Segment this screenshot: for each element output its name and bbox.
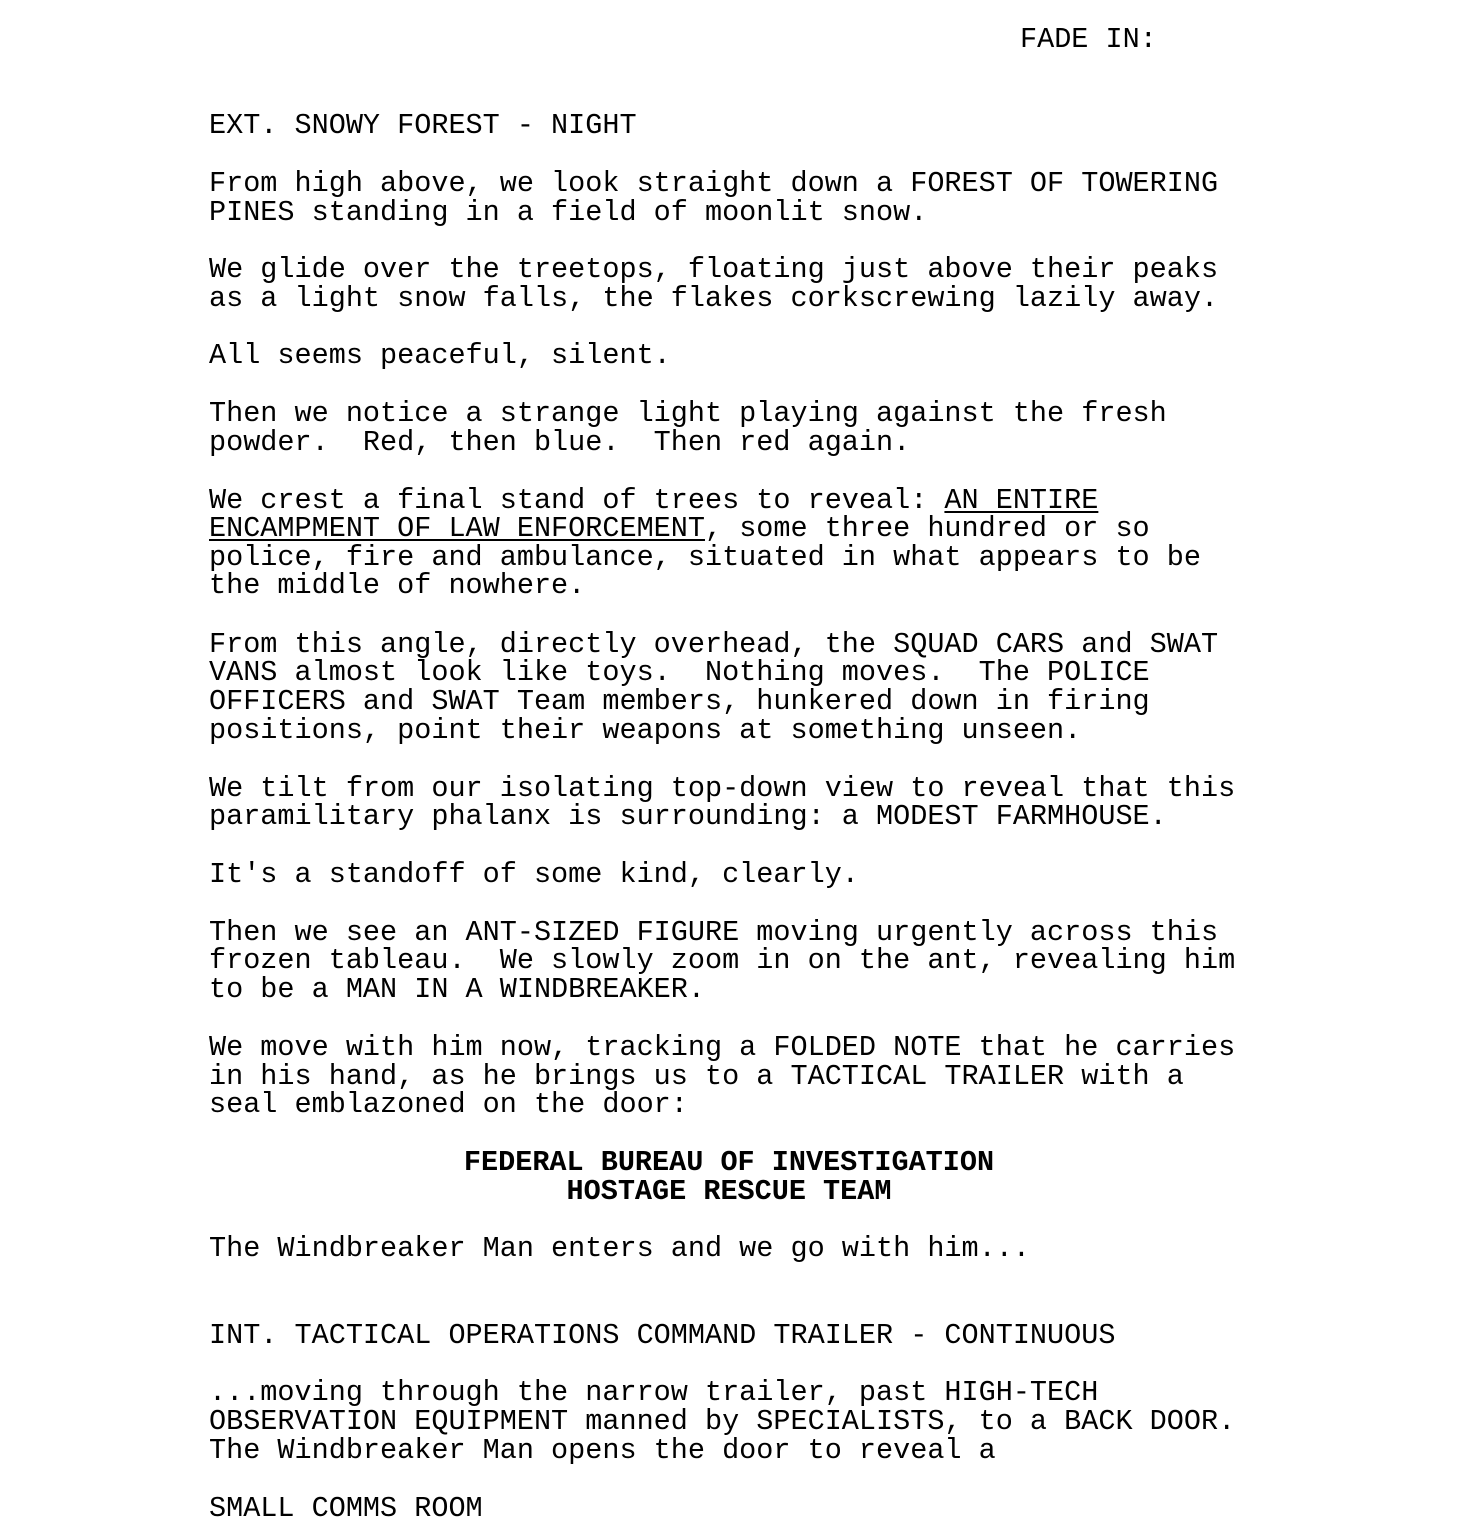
action-line: We move with him now, tracking a FOLDED NOTE that he carries <box>209 1031 1236 1064</box>
action-line: the middle of nowhere. <box>209 569 586 602</box>
action-line: VANS almost look like toys. Nothing moves. The POLICE <box>209 656 1150 689</box>
action-line: positions, point their weapons at something unseen. <box>209 714 1082 747</box>
insert-text: HOSTAGE RESCUE TEAM <box>566 1175 892 1208</box>
action-line: paramilitary phalanx is surrounding: a MODEST FARMHOUSE. <box>209 800 1167 833</box>
action-line: It's a standoff of some kind, clearly. <box>209 858 859 891</box>
action-line: seal emblazoned on the door: <box>209 1088 688 1121</box>
action-line: powder. Red, then blue. Then red again. <box>209 426 911 459</box>
action-line: PINES standing in a field of moonlit snow. <box>209 196 928 229</box>
action-line: Then we notice a strange light playing against the fresh <box>209 397 1167 430</box>
action-line: We tilt from our isolating top-down view to reveal that this <box>209 772 1236 805</box>
action-line: From this angle, directly overhead, the SQUAD CARS and SWAT <box>209 628 1219 661</box>
action-line: as a light snow falls, the flakes corkscrewing lazily away. <box>209 282 1219 315</box>
action-line: The Windbreaker Man enters and we go with him... <box>209 1232 1030 1265</box>
action-line: to be a MAN IN A WINDBREAKER. <box>209 973 705 1006</box>
action-line: SMALL COMMS ROOM <box>209 1492 483 1525</box>
action-text: , some three hundred or so <box>704 512 1150 545</box>
action-line: frozen tableau. We slowly zoom in on the ant, revealing him <box>209 944 1236 977</box>
action-line: in his hand, as he brings us to a TACTICAL TRAILER with a <box>209 1060 1184 1093</box>
action-line: All seems peaceful, silent. <box>209 339 671 372</box>
action-line: OBSERVATION EQUIPMENT manned by SPECIALISTS, to a BACK DOOR. <box>209 1405 1236 1438</box>
action-line: OFFICERS and SWAT Team members, hunkered down in firing <box>209 685 1150 718</box>
action-line: From high above, we look straight down a FOREST OF TOWERING <box>209 167 1219 200</box>
scene-heading-1: EXT. SNOWY FOREST - NIGHT <box>209 109 637 142</box>
transition-fade-in: FADE IN: <box>1020 23 1157 56</box>
underlined-text: AN ENTIRE <box>944 484 1099 517</box>
underlined-text: ENCAMPMENT OF LAW ENFORCEMENT <box>209 512 705 545</box>
action-line: We glide over the treetops, floating just above their peaks <box>209 253 1219 286</box>
action-text: We crest a final stand of trees to reveal: <box>209 484 945 517</box>
action-line <box>209 512 1150 545</box>
action-line: ...moving through the narrow trailer, past HIGH-TECH <box>209 1376 1099 1409</box>
action-line: Then we see an ANT-SIZED FIGURE moving urgently across this <box>209 916 1219 949</box>
scene-heading-2: INT. TACTICAL OPERATIONS COMMAND TRAILER - CONTINUOUS <box>209 1319 1116 1352</box>
action-line: police, fire and ambulance, situated in what appears to be <box>209 541 1201 574</box>
insert-text: FEDERAL BUREAU OF INVESTIGATION <box>463 1146 995 1179</box>
action-line: The Windbreaker Man opens the door to reveal a <box>209 1434 996 1467</box>
